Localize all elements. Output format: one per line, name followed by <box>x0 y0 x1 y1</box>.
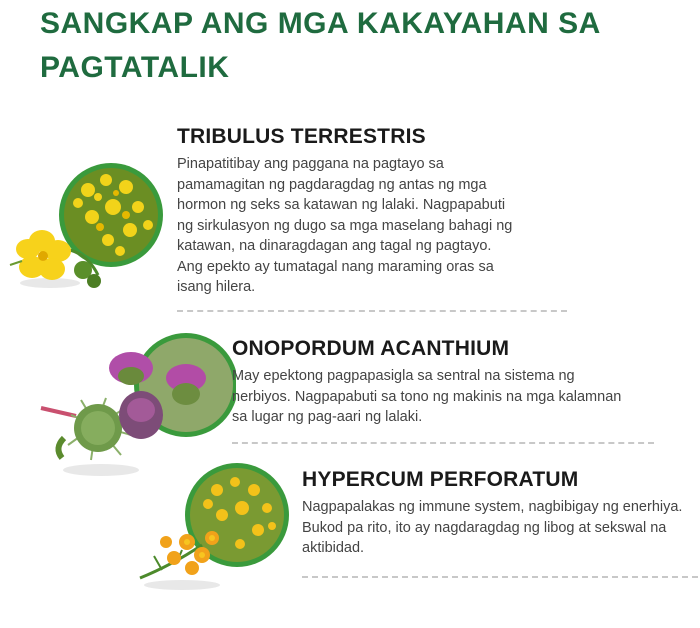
yellow-flower-icon <box>8 155 168 295</box>
divider <box>177 310 567 312</box>
ingredient-tribulus-terrestris <box>177 124 517 298</box>
thistle-icon <box>36 330 236 480</box>
ingredient-name: TRIBULUS TERRESTRIS <box>177 125 426 148</box>
divider <box>302 576 698 578</box>
ingredient-name: HYPERCUM PERFORATUM <box>302 468 579 491</box>
ingredient-hypercum-perforatum <box>302 467 687 559</box>
page-title: SANGKAP ANG MGA KAKAYAHAN SA PAGTATALIK <box>40 7 600 84</box>
ingredient-description: Nagpapalakas ng immune system, nagbibigay ng enerhiya. Bukod pa rito, ito ay nagdaragdag ng libog at sekswal na aktibidad. <box>302 499 683 556</box>
ingredient-name: ONOPORDUM ACANTHIUM <box>232 337 510 360</box>
divider <box>232 442 654 444</box>
st-johns-wort-icon <box>132 460 302 595</box>
ingredient-onopordum-acanthium <box>232 336 632 428</box>
ingredient-description: Pinapatitibay ang paggana na pagtayo sa pamamagitan ng pagdaragdag ng antas ng mga hormon ng seks sa katawan ng lalaki. Nagpapabuti ng sirkulasyon ng dugo sa mga maselang bahagi ng katawan, na dinaragdagan ang tagal ng pagtayo. Ang epekto ay tumatagal nang maraming oras sa isang hilera. <box>177 156 513 295</box>
ingredient-description: May epektong pagpapasigla sa sentral na sistema ng nerbiyos. Nagpapabuti sa tono ng makinis na mga kalamnan sa lugar ng pag-aari ng lalaki. <box>232 368 622 425</box>
